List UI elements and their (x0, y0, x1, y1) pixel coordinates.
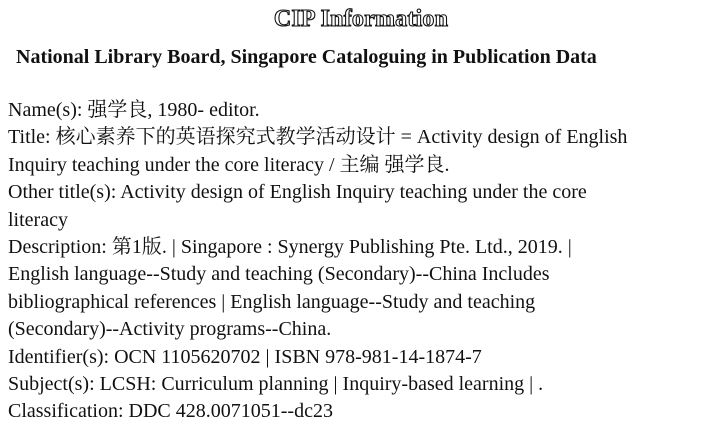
record-line-subjects: Subject(s): LCSH: Curriculum planning | Inquiry-based learning | . (8, 373, 544, 396)
record-line-identifiers: Identifier(s): OCN 1105620702 | ISBN 978-981-14-1874-7 (8, 345, 482, 368)
cataloguing-subtitle: National Library Board, Singapore Cataloguing in Publication Data (16, 46, 597, 68)
record-line-description-cont-3: (Secondary)--Activity programs--China. (8, 318, 332, 341)
record-line-other-title-cont: literacy (8, 208, 68, 231)
record-line-title: Title: 核心素养下的英语探究式教学活动设计 = Activity design of English (8, 126, 628, 149)
record-line-description-cont-1: English language--Study and teaching (Secondary)--China Includes (8, 263, 550, 286)
record-line-other-title: Other title(s): Activity design of English Inquiry teaching under the core (8, 181, 587, 204)
record-line-names: Name(s): 强学良, 1980- editor. (8, 99, 260, 121)
record-line-description-cont-2: bibliographical references | English language--Study and teaching (8, 290, 536, 313)
cip-record (8, 97, 720, 426)
record-line-classification: Classification: DDC 428.0071051--dc23 (8, 400, 333, 423)
record-line-description: Description: 第1版. | Singapore : Synergy Publishing Pte. Ltd., 2019. | (8, 236, 572, 259)
page-title: CIP Information (273, 6, 449, 32)
record-line-title-cont: Inquiry teaching under the core literacy / 主编 强学良. (8, 153, 450, 176)
